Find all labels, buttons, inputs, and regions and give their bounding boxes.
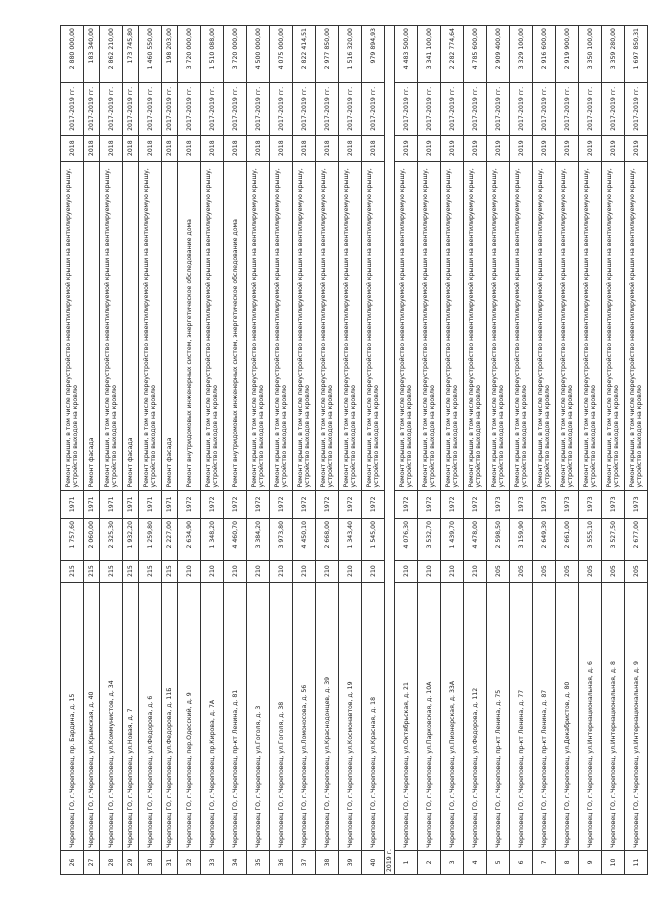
- row-period: 2017-2019 гг.: [579, 83, 602, 136]
- row-plan-year: 2018: [293, 135, 316, 161]
- table-row: [178, 26, 201, 875]
- row-address: Череповец ГО, г.Череповец, ул.Гоголя, д. 3: [247, 582, 270, 850]
- row-plan-year: 2018: [162, 135, 178, 161]
- row-plan-year: 2019: [464, 135, 487, 161]
- row-area: 4 076,30: [395, 518, 418, 560]
- row-plan-year: 2018: [139, 135, 162, 161]
- table-row: [418, 26, 441, 875]
- row-area: 3 532,70: [418, 518, 441, 560]
- row-area: 3 159,90: [510, 518, 533, 560]
- row-address: Череповец ГО, г.Череповец, ул.Федорова, д. 11Б: [162, 582, 178, 850]
- row-class: 210: [339, 560, 362, 582]
- table-row: [441, 26, 464, 875]
- row-plan-year: 2019: [602, 135, 625, 161]
- row-built-year: 1973: [533, 490, 556, 518]
- row-class: 205: [579, 560, 602, 582]
- row-area: 3 384,20: [247, 518, 270, 560]
- row-plan-year: 2019: [487, 135, 510, 161]
- row-built-year: 1973: [579, 490, 602, 518]
- row-built-year: 1973: [556, 490, 579, 518]
- row-class: 210: [178, 560, 201, 582]
- row-period: 2017-2019 гг.: [602, 83, 625, 136]
- row-number: 2: [418, 850, 441, 874]
- row-work-type: Ремонт крыши, в том числе переустройство невентилируемой крыши на вентилируемую крышу, устройство выходов на кровлю: [395, 161, 418, 490]
- row-cost: 3 720 000,00: [178, 26, 201, 83]
- row-address: Череповец ГО, г.Череповец, ул.Космонавтов, д. 19: [339, 582, 362, 850]
- row-class: 215: [84, 560, 100, 582]
- row-address: Череповец ГО, г.Череповец, ул.Гоголя, д. 38: [270, 582, 293, 850]
- row-number: 40: [362, 850, 385, 874]
- row-class: 205: [487, 560, 510, 582]
- row-period: 2017-2019 гг.: [510, 83, 533, 136]
- row-work-type: Ремонт крыши, в том числе переустройство невентилируемой крыши на вентилируемую крышу, устройство выходов на кровлю: [362, 161, 385, 490]
- row-area: 1 545,00: [362, 518, 385, 560]
- row-number: 6: [510, 850, 533, 874]
- row-period: 2017-2019 гг.: [224, 83, 247, 136]
- row-address: Череповец ГО, г.Череповец, пр-кт Ленина, д. 77: [510, 582, 533, 850]
- row-cost: 4 785 600,00: [464, 26, 487, 83]
- row-built-year: 1972: [418, 490, 441, 518]
- row-built-year: 1973: [602, 490, 625, 518]
- row-work-type: Ремонт крыши, в том числе переустройство невентилируемой крыши на вентилируемую крышу, устройство выходов на кровлю: [510, 161, 533, 490]
- row-address: Череповец ГО, г.Череповец, пр-кт Ленина, д. 81: [224, 582, 247, 850]
- row-class: 205: [556, 560, 579, 582]
- row-number: 7: [533, 850, 556, 874]
- row-built-year: 1972: [464, 490, 487, 518]
- row-class: 205: [625, 560, 648, 582]
- row-number: 29: [123, 850, 139, 874]
- row-plan-year: 2019: [395, 135, 418, 161]
- row-address: Череповец ГО, г.Череповец, пр-кт Ленина, д. 75: [487, 582, 510, 850]
- row-period: 2017-2019 гг.: [84, 83, 100, 136]
- row-cost: 183 340,00: [84, 26, 100, 83]
- table-row: [556, 26, 579, 875]
- row-plan-year: 2018: [362, 135, 385, 161]
- row-number: 5: [487, 850, 510, 874]
- row-plan-year: 2018: [339, 135, 362, 161]
- row-work-type: Ремонт крыши, в том числе переустройство невентилируемой крыши на вентилируемую крышу, устройство выходов на кровлю: [579, 161, 602, 490]
- row-number: 36: [270, 850, 293, 874]
- row-area: 1 757,60: [61, 518, 84, 560]
- row-area: 4 450,10: [293, 518, 316, 560]
- row-work-type: Ремонт крыши, в том числе переустройство невентилируемой крыши на вентилируемую крышу, устройство выходов на кровлю: [139, 161, 162, 490]
- row-period: 2017-2019 гг.: [162, 83, 178, 136]
- row-period: 2017-2019 гг.: [339, 83, 362, 136]
- row-plan-year: 2019: [418, 135, 441, 161]
- table-row: [224, 26, 247, 875]
- row-address: Череповец ГО, г.Череповец, ул.Пионерская, д. 33А: [441, 582, 464, 850]
- row-built-year: 1971: [123, 490, 139, 518]
- table-row: [316, 26, 339, 875]
- row-work-type: Ремонт крыши, в том числе переустройство невентилируемой крыши на вентилируемую крышу, устройство выходов на кровлю: [201, 161, 224, 490]
- section-year: 2019 г.: [385, 26, 395, 875]
- row-period: 2017-2019 гг.: [625, 83, 648, 136]
- row-area: 2 668,00: [316, 518, 339, 560]
- row-period: 2017-2019 гг.: [395, 83, 418, 136]
- row-cost: 1 697 850,31: [625, 26, 648, 83]
- row-address: Череповец ГО, г.Череповец, ул.Парковская, д. 10А: [418, 582, 441, 850]
- table-row: [201, 26, 224, 875]
- row-period: 2017-2019 гг.: [487, 83, 510, 136]
- table-row: [395, 26, 418, 875]
- row-work-type: Ремонт фасада: [84, 161, 100, 490]
- row-period: 2017-2019 гг.: [100, 83, 123, 136]
- table-row: [602, 26, 625, 875]
- row-work-type: Ремонт крыши, в том числе переустройство невентилируемой крыши на вентилируемую крышу, устройство выходов на кровлю: [293, 161, 316, 490]
- row-cost: 4 483 500,00: [395, 26, 418, 83]
- row-built-year: 1972: [441, 490, 464, 518]
- row-plan-year: 2018: [61, 135, 84, 161]
- row-work-type: Ремонт фасада: [123, 161, 139, 490]
- row-work-type: Ремонт крыши, в том числе переустройство невентилируемой крыши на вентилируемую крышу, устройство выходов на кровлю: [533, 161, 556, 490]
- row-number: 11: [625, 850, 648, 874]
- row-built-year: 1972: [201, 490, 224, 518]
- table-row: [123, 26, 139, 875]
- row-period: 2017-2019 гг.: [178, 83, 201, 136]
- row-area: 2 060,00: [84, 518, 100, 560]
- row-built-year: 1972: [362, 490, 385, 518]
- row-plan-year: 2018: [224, 135, 247, 161]
- row-address: Череповец ГО, г.Череповец, ул.Октябрьская, д. 21: [395, 582, 418, 850]
- row-cost: 3 720 000,00: [224, 26, 247, 83]
- row-built-year: 1972: [316, 490, 339, 518]
- row-period: 2017-2019 гг.: [247, 83, 270, 136]
- row-class: 215: [162, 560, 178, 582]
- row-number: 28: [100, 850, 123, 874]
- row-built-year: 1973: [510, 490, 533, 518]
- row-period: 2017-2019 гг.: [556, 83, 579, 136]
- row-address: Череповец ГО, г.Череповец, ул.Красная, д. 18: [362, 582, 385, 850]
- row-built-year: 1972: [339, 490, 362, 518]
- row-area: 4 478,00: [464, 518, 487, 560]
- row-class: 210: [418, 560, 441, 582]
- row-number: 37: [293, 850, 316, 874]
- row-class: 215: [61, 560, 84, 582]
- row-cost: 2 909 400,00: [487, 26, 510, 83]
- row-area: 1 343,40: [339, 518, 362, 560]
- row-plan-year: 2019: [441, 135, 464, 161]
- row-number: 33: [201, 850, 224, 874]
- row-built-year: 1971: [162, 490, 178, 518]
- row-class: 215: [123, 560, 139, 582]
- row-number: 32: [178, 850, 201, 874]
- row-cost: 1 460 550,00: [139, 26, 162, 83]
- row-cost: 2 919 900,00: [556, 26, 579, 83]
- row-cost: 173 745,80: [123, 26, 139, 83]
- table-row: [84, 26, 100, 875]
- row-area: 2 661,00: [556, 518, 579, 560]
- table-row: [579, 26, 602, 875]
- table-row: [100, 26, 123, 875]
- row-period: 2017-2019 гг.: [201, 83, 224, 136]
- row-class: 205: [533, 560, 556, 582]
- table-row: [464, 26, 487, 875]
- row-period: 2017-2019 гг.: [139, 83, 162, 136]
- row-area: 4 460,70: [224, 518, 247, 560]
- row-cost: 3 329 100,00: [510, 26, 533, 83]
- row-built-year: 1972: [270, 490, 293, 518]
- row-built-year: 1971: [100, 490, 123, 518]
- row-plan-year: 2019: [556, 135, 579, 161]
- row-plan-year: 2018: [316, 135, 339, 161]
- row-cost: 4 075 000,00: [270, 26, 293, 83]
- row-cost: 198 203,00: [162, 26, 178, 83]
- table-row: [247, 26, 270, 875]
- row-area: 2 598,50: [487, 518, 510, 560]
- row-area: 3 973,80: [270, 518, 293, 560]
- row-address: Череповец ГО, г.Череповец, ул.Крымская, д. 40: [84, 582, 100, 850]
- row-work-type: Ремонт крыши, в том числе переустройство невентилируемой крыши на вентилируемую крышу, устройство выходов на кровлю: [418, 161, 441, 490]
- row-built-year: 1971: [139, 490, 162, 518]
- row-work-type: Ремонт крыши, в том числе переустройство невентилируемой крыши на вентилируемую крышу, устройство выходов на кровлю: [316, 161, 339, 490]
- row-area: 1 932,20: [123, 518, 139, 560]
- row-number: 31: [162, 850, 178, 874]
- row-built-year: 1973: [487, 490, 510, 518]
- table-row: [293, 26, 316, 875]
- table-row: [487, 26, 510, 875]
- row-work-type: Ремонт внутридомовых инженерных систем, энергетическое обследование дома: [178, 161, 201, 490]
- row-built-year: 1972: [224, 490, 247, 518]
- row-plan-year: 2018: [178, 135, 201, 161]
- row-class: 215: [100, 560, 123, 582]
- row-number: 35: [247, 850, 270, 874]
- row-period: 2017-2019 гг.: [418, 83, 441, 136]
- row-cost: 2 977 850,00: [316, 26, 339, 83]
- row-number: 27: [84, 850, 100, 874]
- row-work-type: Ремонт крыши, в том числе переустройство невентилируемой крыши на вентилируемую крышу, устройство выходов на кровлю: [247, 161, 270, 490]
- row-cost: 2 282 774,64: [441, 26, 464, 83]
- row-area: 2 677,00: [625, 518, 648, 560]
- row-address: Череповец ГО, г.Череповец, ул.Интернациональная, д. 6: [579, 582, 602, 850]
- table-row: [61, 26, 84, 875]
- row-period: 2017-2019 гг.: [316, 83, 339, 136]
- row-plan-year: 2018: [201, 135, 224, 161]
- table-row: [162, 26, 178, 875]
- row-number: 10: [602, 850, 625, 874]
- row-area: 3 527,50: [602, 518, 625, 560]
- row-number: 38: [316, 850, 339, 874]
- row-period: 2017-2019 гг.: [61, 83, 84, 136]
- row-class: 210: [441, 560, 464, 582]
- row-work-type: Ремонт крыши, в том числе переустройство невентилируемой крыши на вентилируемую крышу, устройство выходов на кровлю: [625, 161, 648, 490]
- row-number: 30: [139, 850, 162, 874]
- row-cost: 3 350 100,00: [579, 26, 602, 83]
- row-cost: 1 516 320,00: [339, 26, 362, 83]
- row-class: 210: [293, 560, 316, 582]
- row-cost: 979 894,93: [362, 26, 385, 83]
- row-area: 2 325,30: [100, 518, 123, 560]
- table-row: [533, 26, 556, 875]
- row-area: 2 649,30: [533, 518, 556, 560]
- row-number: 3: [441, 850, 464, 874]
- row-work-type: Ремонт крыши, в том числе переустройство невентилируемой крыши на вентилируемую крышу, устройство выходов на кровлю: [270, 161, 293, 490]
- row-period: 2017-2019 гг.: [464, 83, 487, 136]
- row-class: 210: [247, 560, 270, 582]
- row-cost: 3 359 280,00: [602, 26, 625, 83]
- row-number: 9: [579, 850, 602, 874]
- row-plan-year: 2018: [100, 135, 123, 161]
- row-plan-year: 2019: [625, 135, 648, 161]
- row-work-type: Ремонт крыши, в том числе переустройство невентилируемой крыши на вентилируемую крышу, устройство выходов на кровлю: [339, 161, 362, 490]
- row-area: 2 634,90: [178, 518, 201, 560]
- row-address: Череповец ГО, г.Череповец, ул.Интернациональная, д. 8: [602, 582, 625, 850]
- row-number: 26: [61, 850, 84, 874]
- row-period: 2017-2019 гг.: [293, 83, 316, 136]
- row-area: 3 555,10: [579, 518, 602, 560]
- row-period: 2017-2019 гг.: [362, 83, 385, 136]
- row-plan-year: 2019: [533, 135, 556, 161]
- table-row: [510, 26, 533, 875]
- row-work-type: Ремонт крыши, в том числе переустройство невентилируемой крыши на вентилируемую крышу, устройство выходов на кровлю: [556, 161, 579, 490]
- row-class: 210: [316, 560, 339, 582]
- row-address: Череповец ГО, г.Череповец, пер.Одесский, д. 9: [178, 582, 201, 850]
- row-number: 4: [464, 850, 487, 874]
- row-cost: 2 862 210,00: [100, 26, 123, 83]
- section-row: [385, 26, 395, 875]
- row-plan-year: 2018: [247, 135, 270, 161]
- row-address: Череповец ГО, г.Череповец, ул.Краснодонцев, д. 39: [316, 582, 339, 850]
- row-plan-year: 2018: [84, 135, 100, 161]
- row-class: 210: [270, 560, 293, 582]
- row-cost: 2 916 600,00: [533, 26, 556, 83]
- row-work-type: Ремонт крыши, в том числе переустройство невентилируемой крыши на вентилируемую крышу, устройство выходов на кровлю: [61, 161, 84, 490]
- row-cost: 2 822 414,51: [293, 26, 316, 83]
- repair-register-table: [60, 25, 648, 875]
- row-address: Череповец ГО, г.Череповец, ул.Федорова, д. 6: [139, 582, 162, 850]
- row-area: 2 227,00: [162, 518, 178, 560]
- row-cost: 4 500 000,00: [247, 26, 270, 83]
- row-work-type: Ремонт крыши, в том числе переустройство невентилируемой крыши на вентилируемую крышу, устройство выходов на кровлю: [441, 161, 464, 490]
- row-address: Череповец ГО, г.Череповец, ул.Декабристов, д. 80: [556, 582, 579, 850]
- row-plan-year: 2018: [123, 135, 139, 161]
- row-number: 34: [224, 850, 247, 874]
- row-class: 205: [510, 560, 533, 582]
- row-address: Череповец ГО, г.Череповец, пр.Кирова, д. 7А: [201, 582, 224, 850]
- row-period: 2017-2019 гг.: [270, 83, 293, 136]
- row-built-year: 1971: [61, 490, 84, 518]
- row-work-type: Ремонт крыши, в том числе переустройство невентилируемой крыши на вентилируемую крышу, устройство выходов на кровлю: [487, 161, 510, 490]
- row-built-year: 1972: [178, 490, 201, 518]
- row-work-type: Ремонт крыши, в том числе переустройство невентилируемой крыши на вентилируемую крышу, устройство выходов на кровлю: [464, 161, 487, 490]
- row-class: 210: [224, 560, 247, 582]
- row-plan-year: 2018: [270, 135, 293, 161]
- row-built-year: 1972: [247, 490, 270, 518]
- row-period: 2017-2019 гг.: [123, 83, 139, 136]
- row-cost: 2 880 000,00: [61, 26, 84, 83]
- table-row: [270, 26, 293, 875]
- row-class: 210: [362, 560, 385, 582]
- row-address: Череповец ГО, г.Череповец, ул.Новая, д. 7: [123, 582, 139, 850]
- row-period: 2017-2019 гг.: [533, 83, 556, 136]
- row-class: 210: [395, 560, 418, 582]
- row-area: 1 259,80: [139, 518, 162, 560]
- table-row: [625, 26, 648, 875]
- row-address: Череповец ГО, г.Череповец, ул.Интернациональная, д. 9: [625, 582, 648, 850]
- row-plan-year: 2019: [510, 135, 533, 161]
- row-address: Череповец ГО, г.Череповец, пр. Бардина, д. 15: [61, 582, 84, 850]
- row-period: 2017-2019 гг.: [441, 83, 464, 136]
- row-work-type: Ремонт внутридомовых инженерных систем, энергетическое обследование дома: [224, 161, 247, 490]
- row-plan-year: 2019: [579, 135, 602, 161]
- row-class: 215: [139, 560, 162, 582]
- row-built-year: 1972: [293, 490, 316, 518]
- row-cost: 3 341 100,00: [418, 26, 441, 83]
- table-row: [362, 26, 385, 875]
- row-built-year: 1973: [625, 490, 648, 518]
- row-area: 1 439,70: [441, 518, 464, 560]
- table-row: [339, 26, 362, 875]
- table-row: [139, 26, 162, 875]
- row-address: Череповец ГО, г.Череповец, ул.Коммунистов, д. 34: [100, 582, 123, 850]
- row-work-type: Ремонт крыши, в том числе переустройство невентилируемой крыши на вентилируемую крышу, устройство выходов на кровлю: [602, 161, 625, 490]
- row-address: Череповец ГО, г.Череповец, ул.Федорова, д. 112: [464, 582, 487, 850]
- row-area: 1 348,20: [201, 518, 224, 560]
- row-number: 39: [339, 850, 362, 874]
- row-address: Череповец ГО, г.Череповец, ул.Ломоносова, д. 56: [293, 582, 316, 850]
- row-work-type: Ремонт фасада: [162, 161, 178, 490]
- row-number: 8: [556, 850, 579, 874]
- row-cost: 1 510 088,00: [201, 26, 224, 83]
- row-class: 210: [464, 560, 487, 582]
- row-built-year: 1972: [395, 490, 418, 518]
- row-class: 210: [201, 560, 224, 582]
- row-address: Череповец ГО, г.Череповец, пр-кт Ленина, д. 87: [533, 582, 556, 850]
- row-number: 1: [395, 850, 418, 874]
- row-built-year: 1971: [84, 490, 100, 518]
- row-work-type: Ремонт крыши, в том числе переустройство невентилируемой крыши на вентилируемую крышу, устройство выходов на кровлю: [100, 161, 123, 490]
- row-class: 205: [602, 560, 625, 582]
